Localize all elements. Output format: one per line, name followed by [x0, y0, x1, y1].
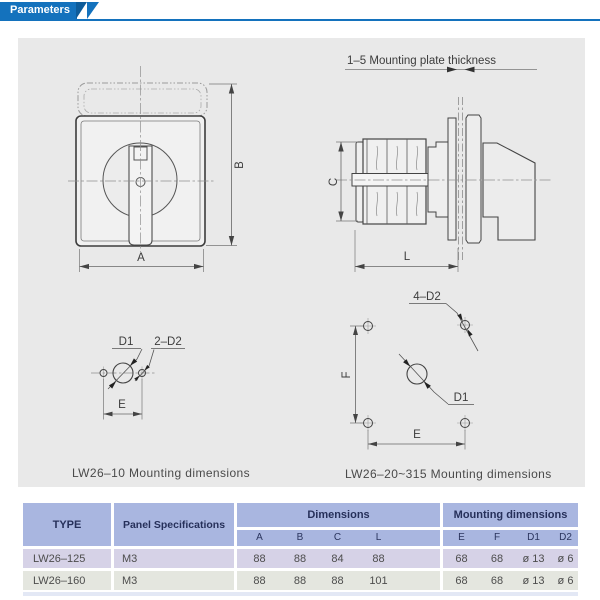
- next-row-partial: [23, 592, 578, 596]
- row2-f: 68: [490, 574, 504, 587]
- dim-label-l: L: [403, 251, 411, 263]
- row1-f: 68: [490, 552, 504, 565]
- col-header-type: TYPE: [23, 503, 111, 546]
- subcol-d1: D1: [527, 532, 540, 544]
- caption-lw26-20-315: LW26–20~315 Mounting dimensions: [345, 467, 552, 481]
- row2-dimensions: [237, 571, 440, 590]
- diagram-background: [18, 38, 585, 487]
- subheader-mounting: [443, 530, 578, 547]
- row2-b: 88: [293, 574, 307, 587]
- subcol-f: F: [493, 532, 501, 544]
- dim-label-c: C: [328, 177, 340, 187]
- subcol-e: E: [458, 532, 465, 544]
- row2-panel: M3: [114, 571, 234, 590]
- subcol-c: C: [333, 532, 342, 544]
- row1-panel: M3: [114, 549, 234, 568]
- dim-label-e-small: E: [118, 399, 126, 411]
- row1-dimensions: [237, 549, 440, 568]
- hole-label-d1-large: D1: [453, 392, 469, 404]
- subcol-b: B: [296, 532, 304, 544]
- row1-mounting: [443, 549, 578, 568]
- row1-e: 68: [455, 552, 468, 565]
- subcol-a: A: [256, 532, 263, 544]
- dim-label-e-large: E: [413, 429, 421, 441]
- row1-l: 88: [372, 552, 385, 565]
- dim-label-f: F: [341, 371, 353, 379]
- row2-c: 88: [331, 574, 344, 587]
- row1-d1: ø 13: [522, 552, 545, 565]
- hole-label-2d2: 2–D2: [154, 336, 182, 348]
- group-header-mounting: Mounting dimensions: [443, 503, 578, 527]
- row1-type: LW26–125: [23, 549, 111, 568]
- hole-label-4d2: 4–D2: [413, 291, 441, 303]
- subheader-dimensions: [237, 530, 440, 547]
- row2-a: 88: [253, 574, 266, 587]
- row2-l: 101: [369, 574, 388, 587]
- row1-d2: ø 6: [557, 552, 574, 565]
- caption-lw26-10: LW26–10 Mounting dimensions: [72, 466, 251, 480]
- dim-label-a: A: [137, 252, 145, 264]
- row2-d1: ø 13: [522, 574, 545, 587]
- row1-c: 84: [331, 552, 344, 565]
- row1-b: 88: [293, 552, 307, 565]
- col-header-panel: Panel Specifications: [114, 503, 234, 546]
- subcol-l: L: [375, 532, 382, 544]
- row2-d2: ø 6: [557, 574, 574, 587]
- row1-a: 88: [253, 552, 266, 565]
- row2-type: LW26–160: [23, 571, 111, 590]
- subcol-d2: D2: [559, 532, 572, 544]
- group-header-dimensions: Dimensions: [237, 503, 440, 527]
- parameters-tab-label: Parameters: [10, 4, 70, 16]
- dim-label-b: B: [234, 161, 246, 169]
- row2-mounting: [443, 571, 578, 590]
- spec-table: [23, 503, 578, 600]
- plate-thickness-note: 1–5 Mounting plate thickness: [347, 55, 496, 67]
- row2-e: 68: [455, 574, 468, 587]
- hole-label-d1: D1: [118, 336, 134, 348]
